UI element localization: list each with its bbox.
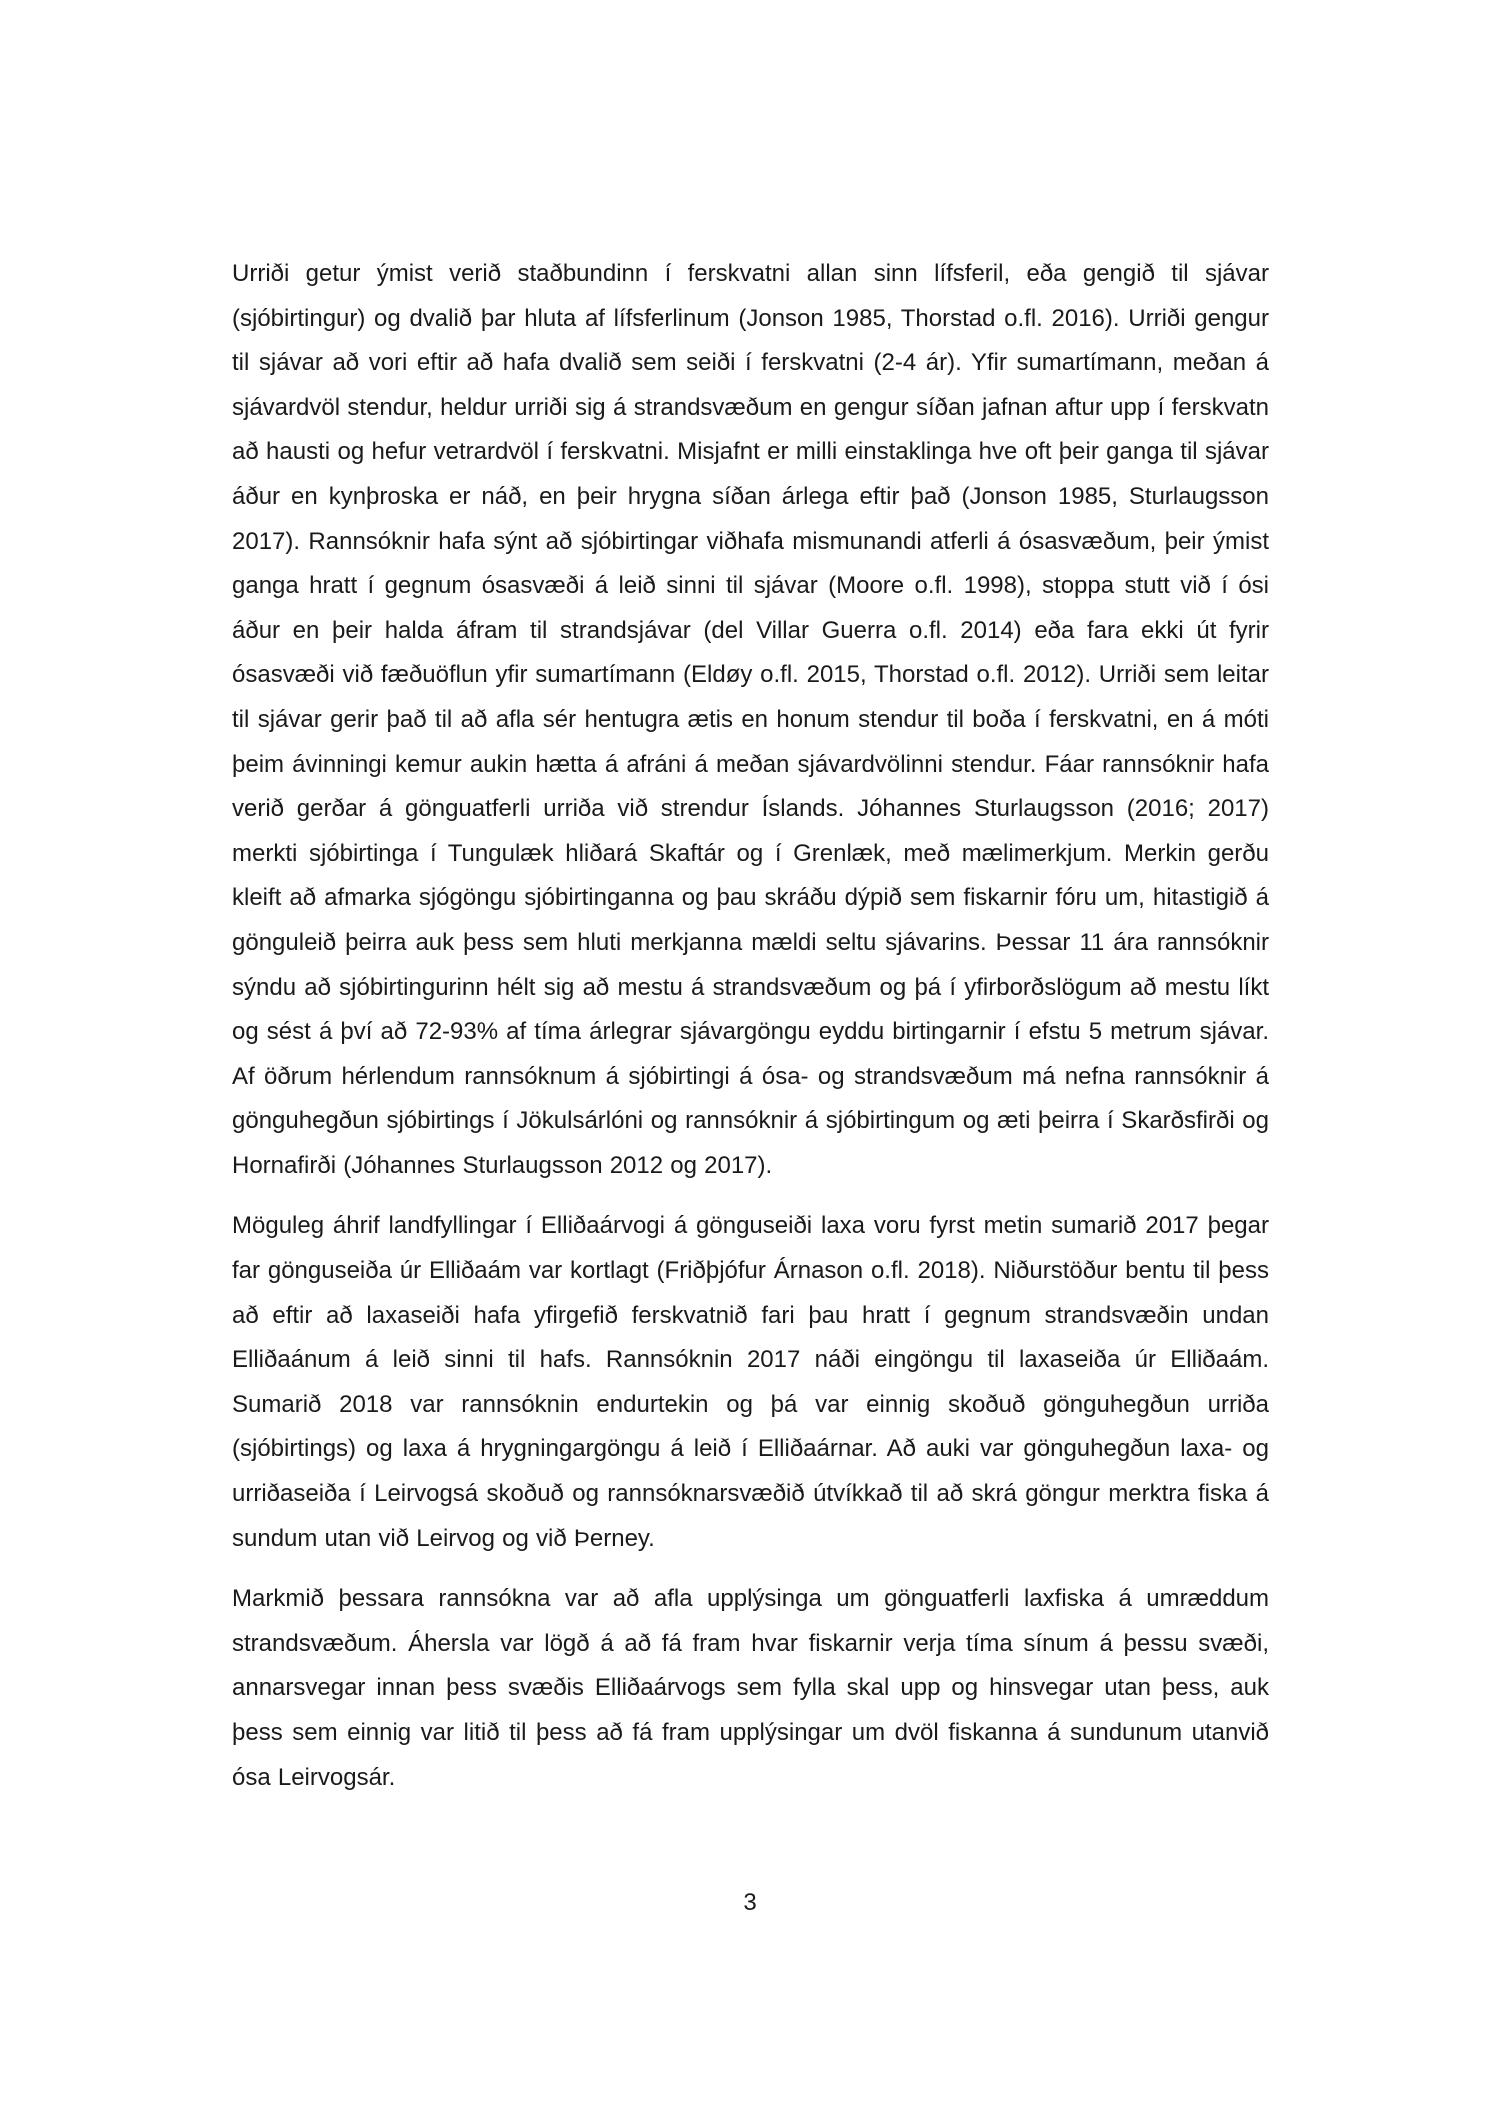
- body-text: [232, 252, 1269, 1816]
- paragraph-landfill-effects: Möguleg áhrif landfyllingar í Elliðaárvogi á gönguseiði laxa voru fyrst metin sumarið 2017 þegar far gönguseiða úr Elliðaám var kortlagt (Friðþjófur Árnason o.fl. 2018). Niðurstöður bentu til þess að eftir að laxaseiði hafa yfirgefið ferskvatnið fari þau hratt í gegnum strandsvæðin undan Elliðaánum á leið sinni til hafs. Rannsóknin 2017 náði eingöngu til laxaseiða úr Elliðaám. Sumarið 2018 var rannsóknin endurtekin og þá var einnig skoðuð gönguhegðun urriða (sjóbirtings) og laxa á hrygningargöngu á leið í Elliðaárnar. Að auki var gönguhegðun laxa- og urriðaseiða í Leirvogsá skoðuð og rannsóknarsvæðið útvíkkað til að skrá göngur merktra fiska á sundum utan við Leirvog og við Þerney.: [232, 1212, 1269, 1552]
- page-number: 3: [743, 1889, 757, 1916]
- paragraph-research-objective: Markmið þessara rannsókna var að afla upplýsinga um gönguatferli laxfiska á umræddum strandsvæðum. Áhersla var lögð á að fá fram hvar fiskarnir verja tíma sínum á þessu svæði, annarsvegar innan þess svæðis Elliðaárvogs sem fylla skal upp og hinsvegar utan þess, auk þess sem einnig var litið til þess að fá fram upplýsingar um dvöl fiskanna á sundunum utanvið ósa Leirvogsár.: [232, 1585, 1269, 1791]
- paragraph-trout-life-history: Urriði getur ýmist verið staðbundinn í ferskvatni allan sinn lífsferil, eða gengið til sjávar (sjóbirtingur) og dvalið þar hluta af lífsferlinum (Jonson 1985, Thorstad o.fl. 2016). Urriði gengur til sjávar að vori eftir að hafa dvalið sem seiði í ferskvatni (2-4 ár). Yfir sumartímann, meðan á sjávardvöl stendur, heldur urriði sig á strandsvæðum en gengur síðan jafnan aftur upp í ferskvatn að hausti og hefur vetrardvöl í ferskvatni. Misjafnt er milli einstaklinga hve oft þeir ganga til sjávar áður en kynþroska er náð, en þeir hrygna síðan árlega eftir það (Jonson 1985, Sturlaugsson 2017). Rannsóknir hafa sýnt að sjóbirtingar viðhafa mismunandi atferli á ósasvæðum, þeir ýmist ganga hratt í gegnum ósasvæði á leið sinni til sjávar (Moore o.fl. 1998), stoppa stutt við í ósi áður en þeir halda áfram til strandsjávar (del Villar Guerra o.fl. 2014) eða fara ekki út fyrir ósasvæði við fæðuöflun yfir sumartímann (Eldøy o.fl. 2015, Thorstad o.fl. 2012). Urriði sem leitar til sjávar gerir það til að afla sér hentugra ætis en honum stendur til boða í ferskvatni, en á móti þeim ávinningi kemur aukin hætta á afráni á meðan sjávardvölinni stendur. Fáar rannsóknir hafa verið gerðar á gönguatferli urriða við strendur Íslands. Jóhannes Sturlaugsson (2016; 2017) merkti sjóbirtinga í Tungulæk hliðará Skaftár og í Grenlæk, með mælimerkjum. Merkin gerðu kleift að afmarka sjógöngu sjóbirtinganna og þau skráðu dýpið sem fiskarnir fóru um, hitastigið á gönguleið þeirra auk þess sem hluti merkjanna mældi seltu sjávarins. Þessar 11 ára rannsóknir sýndu að sjóbirtingurinn hélt sig að mestu á strandsvæðum og þá í yfirborðslögum að mestu líkt og sést á því að 72-93% af tíma árlegrar sjávargöngu eyddu birtingarnir í efstu 5 metrum sjávar. Af öðrum hérlendum rannsóknum á sjóbirtingi á ósa- og strandsvæðum má nefna rannsóknir á gönguhegðun sjóbirtings í Jökulsárlóni og rannsóknir á sjóbirtingum og æti þeirra í Skarðsfirði og Hornafirði (Jóhannes Sturlaugsson 2012 og 2017).: [232, 260, 1269, 1179]
